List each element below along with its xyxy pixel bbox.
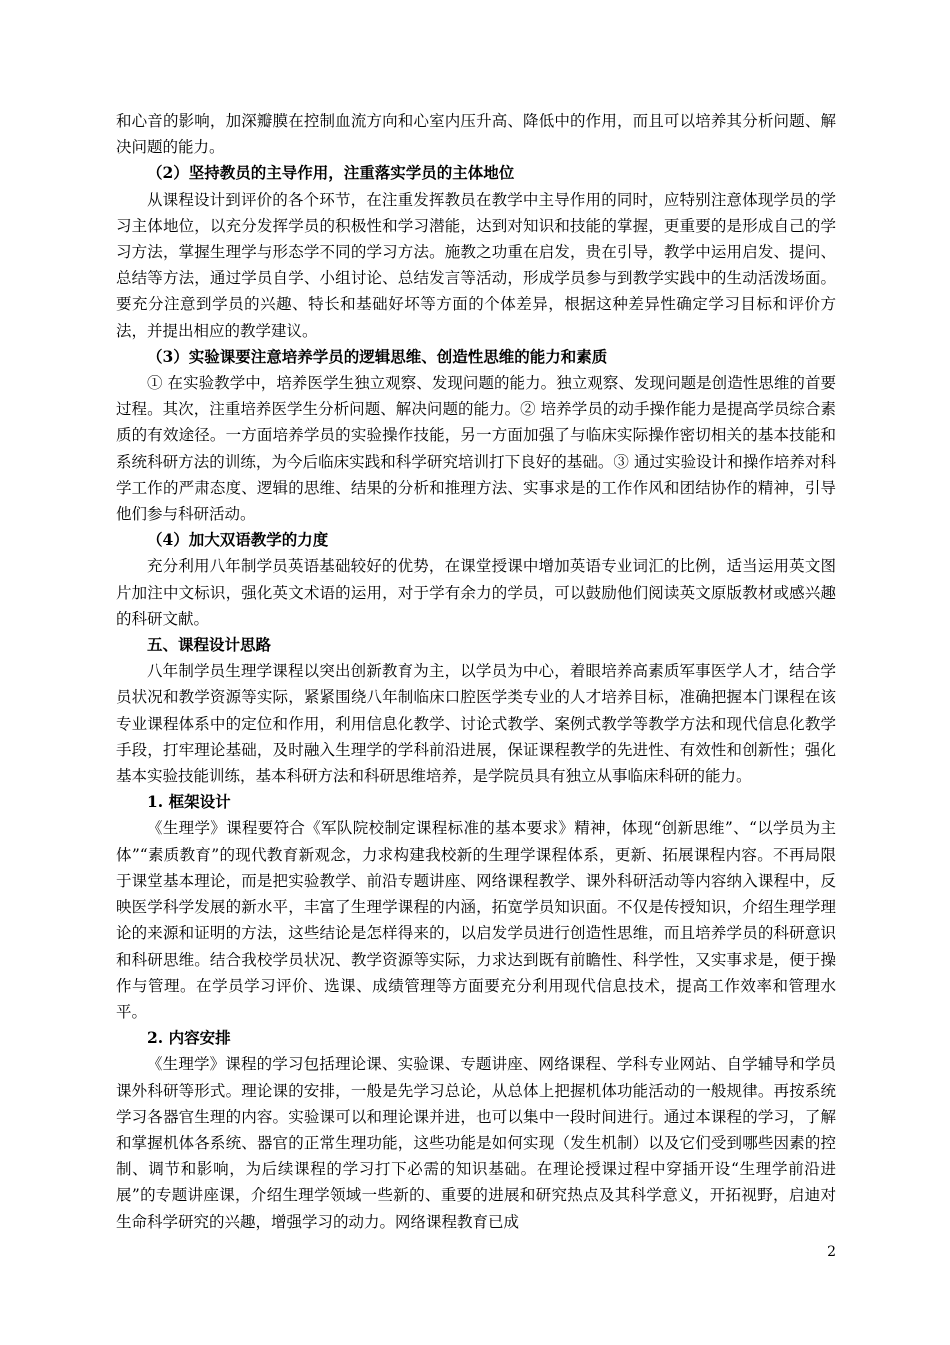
paragraph: 充分利用八年制学员英语基础较好的优势，在课堂授课中增加英语专业词汇的比例，适当运用英文图片加注中文标识，强化英文术语的运用，对于学有余力的学员，可以鼓励他们阅读英文原版教材或感兴趣的科研文献。: [116, 557, 836, 628]
page-number: 2: [827, 1244, 836, 1260]
paragraph: 八年制学员生理学课程以突出创新教育为主，以学员为中心，着眼培养高素质军事医学人才，结合学员状况和教学资源等实际，紧紧围绕八年制临床口腔医学类专业的人才培养目标，准确把握本门课程在该专业课程体系中的定位和作用，利用信息化教学、讨论式教学、案例式教学等教学方法和现代信息化教学手段，打牢理论基础，及时融入生理学的学科前沿进展，保证课程教学的先进性、有效性和创新性；强化基本实验技能训练，基本科研方法和科研思维培养，是学院员具有独立从事临床科研的能力。: [116, 662, 836, 786]
section-heading-2: （2）坚持教员的主导作用，注重落实学员的主体地位: [147, 163, 515, 183]
paragraph: ① 在实验教学中，培养医学生独立观察、发现问题的能力。独立观察、发现问题是创造性思维的首要过程。其次，注重培养医学生分析问题、解决问题的能力。② 培养学员的动手操作能力是提高学员综合素质的有效途径。一方面培养学员的实验操作技能，另一方面加强了与临床实际操作密切相关的基本技能和系统科研方法的训练，为今后临床实践和科学研究培训打下良好的基础。③ 通过实验设计和操作培养对科学工作的严肃态度、逻辑的思维、结果的分析和推理方法、实事求是的工作作风和团结协作的精神，引导他们参与科研活动。: [116, 374, 836, 524]
document-body: [116, 108, 836, 1235]
section-heading-3: （3）实验课要注意培养学员的逻辑思维、创造性思维的能力和素质: [147, 346, 608, 366]
section-heading-4: （4）加大双语教学的力度: [147, 530, 329, 550]
paragraph: 《生理学》课程要符合《军队院校制定课程标准的基本要求》精神，体现“创新思维”、“以学员为主体”“素质教育”的现代教育新观念，力求构建我校新的生理学课程体系，更新、拓展课程内容。不再局限于课堂基本理论，而是把实验教学、前沿专题讲座、网络课程教学、课外科研活动等内容纳入课程中，反映医学科学发展的新水平，丰富了生理学课程的内涵，拓宽学员知识面。不仅是传授知识，介绍生理学理论的来源和证明的方法，这些结论是怎样得来的，以启发学员进行创造性思维，而且培养学员的科研意识和科研思维。结合我校学员状况、教学资源等实际，力求达到既有前瞻性、科学性，又实事求是，便于操作与管理。在学员学习评价、选课、成绩管理等方面要充分利用现代信息技术，提高工作效率和管理水平。: [116, 819, 836, 1021]
paragraph: 从课程设计到评价的各个环节，在注重发挥教员在教学中主导作用的同时，应特别注意体现学员的学习主体地位，以充分发挥学员的积极性和学习潜能，达到对知识和技能的掌握，更重要的是形成自己的学习方法，掌握生理学与形态学不同的学习方法。施教之功重在启发，贵在引导，教学中运用启发、提问、总结等方法，通过学员自学、小组讨论、总结发言等活动，形成学员参与到教学实践中的生动活泼场面。要充分注意到学员的兴趣、特长和基础好坏等方面的个体差异，根据这种差异性确定学习目标和评价方法，并提出相应的教学建议。: [116, 190, 836, 340]
chapter-heading-5: 五、课程设计思路: [147, 635, 272, 655]
paragraph: 《生理学》课程的学习包括理论课、实验课、专题讲座、网络课程、学科专业网站、自学辅导和学员课外科研等形式。理论课的安排，一般是先学习总论，从总体上把握机体功能活动的一般规律。再按系统学习各器官生理的内容。实验课可以和理论课并进，也可以集中一段时间进行。通过本课程的学习，了解和掌握机体各系统、器官的正常生理功能，这些功能是如何实现（发生机制）以及它们受到哪些因素的控制、调节和影响，为后续课程的学习打下必需的知识基础。在理论授课过程中穿插开设“生理学前沿进展”的专题讲座课，介绍生理学领域一些新的、重要的进展和研究热点及其科学意义，开拓视野，启迪对生命科学研究的兴趣，增强学习的动力。网络课程教育已成: [116, 1055, 836, 1231]
paragraph-continued: 和心音的影响，加深瓣膜在控制血流方向和心室内压升高、降低中的作用，而且可以培养其分析问题、解决问题的能力。: [116, 112, 836, 157]
subheading-framework: 1. 框架设计: [147, 792, 231, 812]
subheading-content: 2. 内容安排: [147, 1028, 231, 1048]
